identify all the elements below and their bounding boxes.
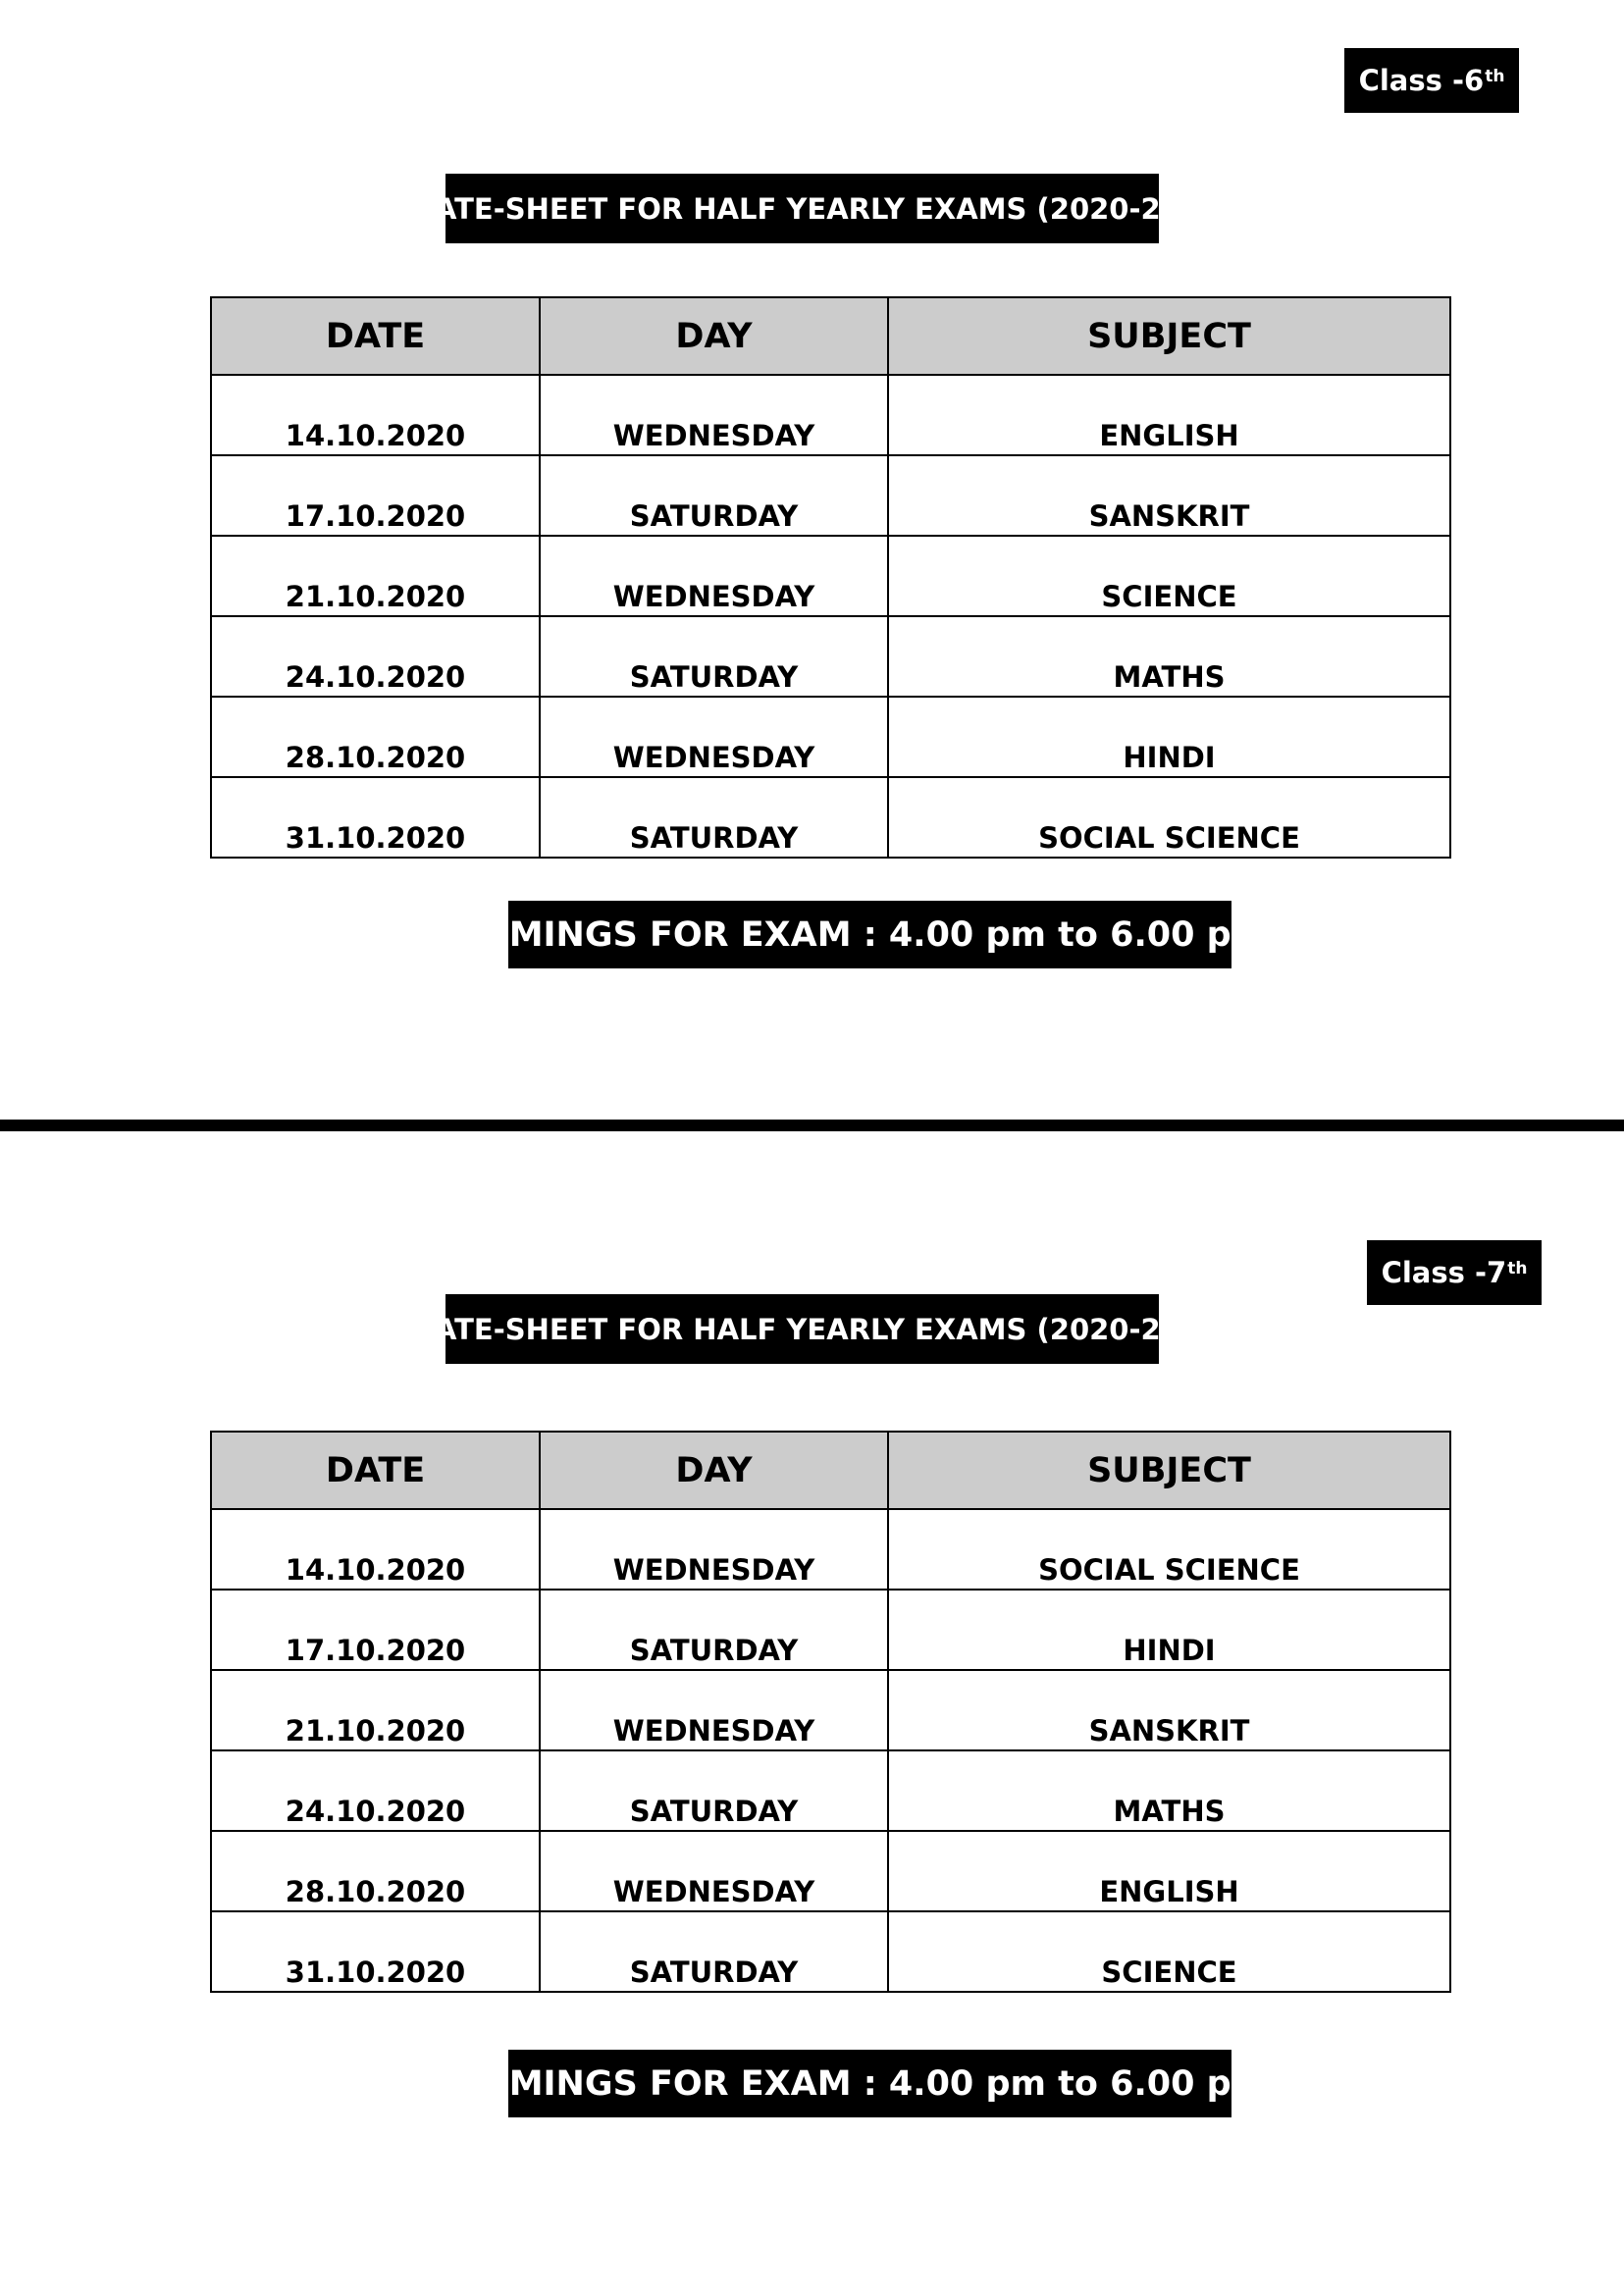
cell-day: SATURDAY	[540, 1590, 888, 1670]
cell-subject: SOCIAL SCIENCE	[888, 1509, 1450, 1590]
cell-day: SATURDAY	[540, 455, 888, 536]
header-subject: SUBJECT	[888, 1432, 1450, 1509]
class-suffix: th	[1507, 1259, 1528, 1278]
header-subject: SUBJECT	[888, 297, 1450, 375]
cell-date: 21.10.2020	[211, 536, 540, 616]
cell-subject: SANSKRIT	[888, 455, 1450, 536]
table-row	[211, 1911, 1450, 1992]
cell-date: 17.10.2020	[211, 455, 540, 536]
table-header-row	[211, 297, 1450, 375]
cell-subject: ENGLISH	[888, 1831, 1450, 1911]
table-row	[211, 697, 1450, 777]
table-row	[211, 455, 1450, 536]
datesheet-title: DATE-SHEET FOR HALF YEARLY EXAMS (2020-21)	[445, 174, 1159, 243]
cell-subject: SOCIAL SCIENCE	[888, 777, 1450, 858]
cell-subject: SANSKRIT	[888, 1670, 1450, 1750]
cell-subject: HINDI	[888, 697, 1450, 777]
cell-day: SATURDAY	[540, 616, 888, 697]
cell-day: WEDNESDAY	[540, 536, 888, 616]
datesheet-table	[210, 296, 1451, 859]
cell-date: 24.10.2020	[211, 1750, 540, 1831]
class-label: Class -6	[1358, 64, 1485, 97]
datesheet-title: DATE-SHEET FOR HALF YEARLY EXAMS (2020-21)	[445, 1294, 1159, 1364]
table-header-row	[211, 1432, 1450, 1509]
datesheet-table	[210, 1431, 1451, 1993]
cell-date: 28.10.2020	[211, 697, 540, 777]
header-date: DATE	[211, 1432, 540, 1509]
class-badge-7	[1367, 1240, 1542, 1305]
cell-date: 31.10.2020	[211, 777, 540, 858]
cell-day: WEDNESDAY	[540, 1831, 888, 1911]
table-row	[211, 1590, 1450, 1670]
cell-subject: MATHS	[888, 616, 1450, 697]
cell-date: 17.10.2020	[211, 1590, 540, 1670]
section-divider	[0, 1120, 1624, 1131]
table-row	[211, 777, 1450, 858]
exam-timing-banner: TIMINGS FOR EXAM : 4.00 pm to 6.00 pm	[508, 901, 1231, 968]
cell-date: 21.10.2020	[211, 1670, 540, 1750]
cell-subject: SCIENCE	[888, 1911, 1450, 1992]
exam-timing-banner: TIMINGS FOR EXAM : 4.00 pm to 6.00 pm	[508, 2050, 1231, 2117]
cell-subject: HINDI	[888, 1590, 1450, 1670]
table-row	[211, 536, 1450, 616]
header-date: DATE	[211, 297, 540, 375]
cell-date: 31.10.2020	[211, 1911, 540, 1992]
cell-date: 24.10.2020	[211, 616, 540, 697]
table-row	[211, 1509, 1450, 1590]
cell-day: WEDNESDAY	[540, 697, 888, 777]
cell-subject: ENGLISH	[888, 375, 1450, 455]
cell-day: WEDNESDAY	[540, 1670, 888, 1750]
class-badge-6	[1344, 48, 1519, 113]
table-row	[211, 1670, 1450, 1750]
table-row	[211, 616, 1450, 697]
cell-subject: SCIENCE	[888, 536, 1450, 616]
cell-day: SATURDAY	[540, 1911, 888, 1992]
cell-date: 28.10.2020	[211, 1831, 540, 1911]
cell-subject: MATHS	[888, 1750, 1450, 1831]
table-row	[211, 375, 1450, 455]
class-suffix: th	[1485, 67, 1505, 86]
header-day: DAY	[540, 1432, 888, 1509]
cell-date: 14.10.2020	[211, 1509, 540, 1590]
table-row	[211, 1750, 1450, 1831]
cell-day: WEDNESDAY	[540, 1509, 888, 1590]
cell-day: SATURDAY	[540, 777, 888, 858]
header-day: DAY	[540, 297, 888, 375]
cell-date: 14.10.2020	[211, 375, 540, 455]
table-row	[211, 1831, 1450, 1911]
cell-day: SATURDAY	[540, 1750, 888, 1831]
cell-day: WEDNESDAY	[540, 375, 888, 455]
class-label: Class -7	[1381, 1256, 1507, 1289]
